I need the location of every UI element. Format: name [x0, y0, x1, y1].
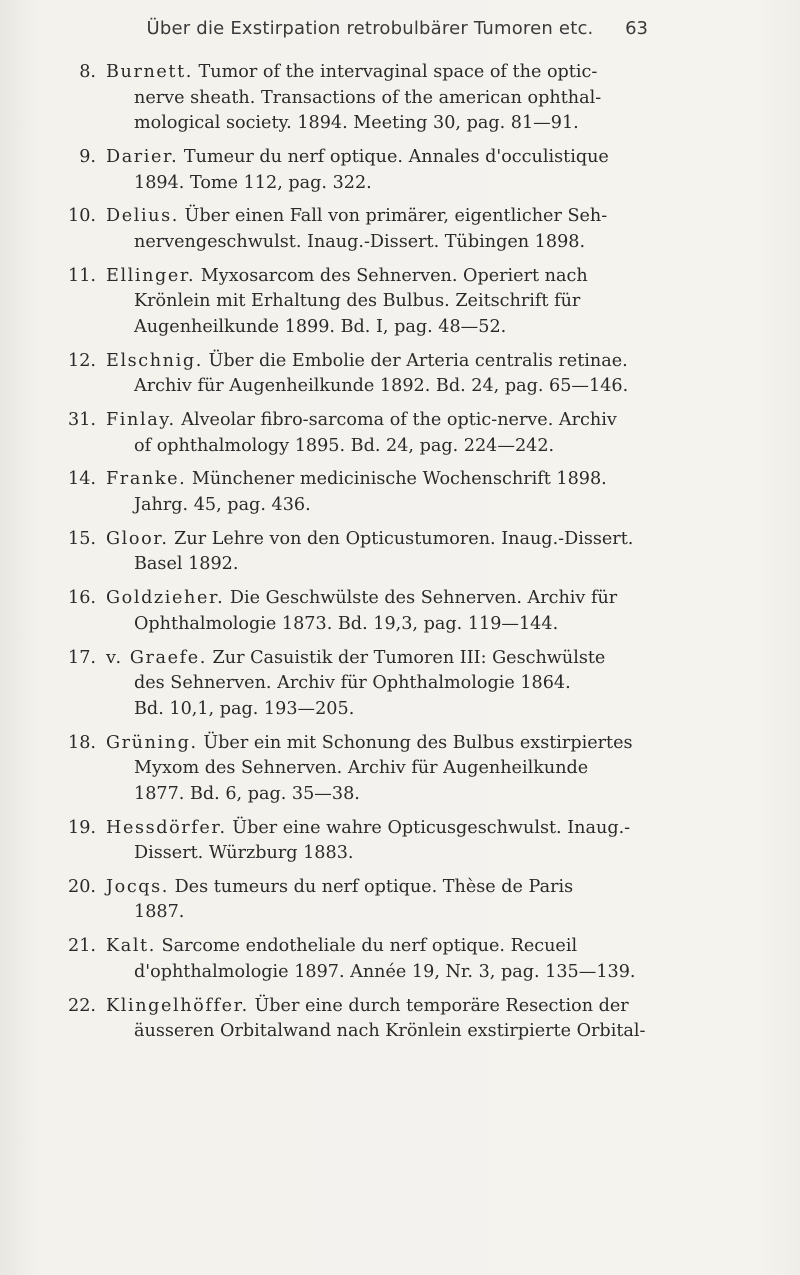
reference-text-line: 1877. Bd. 6, pag. 35—38.	[134, 783, 360, 804]
reference-author: Franke.	[106, 469, 187, 490]
reference-text-line: 1887.	[134, 902, 185, 923]
reference-author: Burnett.	[106, 62, 193, 82]
reference-list	[0, 60, 800, 1053]
reference-text-line: d'ophthalmologie 1897. Année 19, Nr. 3, pag. 135—139.	[134, 961, 636, 982]
reference-text-line: Des tumeurs du nerf optique. Thèse de Paris	[174, 876, 574, 897]
reference-item	[0, 408, 666, 459]
reference-number: 22.	[68, 995, 96, 1016]
reference-number: 19.	[68, 817, 96, 838]
reference-item	[0, 731, 666, 808]
reference-text-line: Myxom des Sehnerven. Archiv für Augenheilkunde	[134, 758, 589, 779]
reference-item	[0, 646, 666, 723]
reference-text-line: Über ein mit Schonung des Bulbus exstirpiertes	[203, 732, 633, 753]
reference-item	[0, 264, 666, 341]
reference-text-line: of ophthalmology 1895. Bd. 24, pag. 224—242.	[134, 435, 555, 456]
reference-item	[0, 60, 666, 137]
reference-text-line: Über eine wahre Opticusgeschwulst. Inaug.-	[232, 817, 631, 838]
reference-text-line: Alveolar fibro-sarcoma of the optic-nerve. Archiv	[181, 410, 617, 431]
reference-number: 21.	[68, 936, 96, 957]
reference-text-line: Basel 1892.	[134, 554, 239, 575]
reference-author: Delius.	[106, 206, 179, 227]
page-number: 63	[625, 18, 648, 39]
reference-number: 8.	[79, 62, 96, 82]
reference-item	[0, 816, 666, 867]
reference-text-line: Sarcome endotheliale du nerf optique. Recueil	[161, 936, 578, 957]
reference-number: 16.	[68, 588, 96, 609]
reference-author: Grüning.	[106, 732, 198, 753]
reference-text-line: Augenheilkunde 1899. Bd. I, pag. 48—52.	[134, 316, 507, 337]
reference-item	[0, 586, 666, 637]
reference-text-line: mological society. 1894. Meeting 30, pag. 81—91.	[134, 113, 579, 134]
reference-number: 20.	[68, 876, 96, 897]
reference-author: Darier.	[106, 146, 179, 167]
reference-item	[0, 875, 666, 926]
reference-text-line: Krönlein mit Erhaltung des Bulbus. Zeitschrift für	[134, 291, 581, 312]
reference-text-line: Jahrg. 45, pag. 436.	[134, 495, 311, 516]
reference-author: Ellinger.	[106, 265, 196, 286]
reference-text-line: Bd. 10,1, pag. 193—205.	[134, 698, 355, 719]
reference-author: v. Graefe.	[106, 647, 207, 668]
reference-number: 14.	[68, 469, 96, 490]
reference-text-line: Münchener medicinische Wochenschrift 1898.	[191, 469, 607, 490]
reference-author: Gloor.	[106, 528, 169, 549]
reference-text-line: Archiv für Augenheilkunde 1892. Bd. 24, pag. 65—146.	[134, 376, 629, 397]
reference-item	[0, 467, 666, 518]
reference-author: Kalt.	[106, 936, 156, 957]
reference-text-line: Über die Embolie der Arteria centralis retinae.	[208, 350, 628, 371]
reference-text-line: Ophthalmologie 1873. Bd. 19,3, pag. 119—144.	[134, 613, 559, 634]
reference-number: 9.	[79, 146, 96, 167]
reference-item	[0, 527, 666, 578]
reference-text-line: äusseren Orbitalwand nach Krönlein exstirpierte Orbital-	[134, 1021, 646, 1042]
reference-text-line: Zur Casuistik der Tumoren III: Geschwülste	[212, 647, 606, 668]
reference-text-line: Tumor of the intervaginal space of the optic-	[198, 62, 598, 82]
reference-text-line: 1894. Tome 112, pag. 322.	[134, 172, 372, 193]
reference-number: 11.	[68, 265, 96, 286]
reference-number: 10.	[68, 206, 96, 227]
reference-text-line: Myxosarcom des Sehnerven. Operiert nach	[200, 265, 588, 286]
reference-number: 12.	[68, 350, 96, 371]
reference-text-line: Tumeur du nerf optique. Annales d'occulistique	[183, 146, 609, 167]
reference-text-line: nervengeschwulst. Inaug.-Dissert. Tübingen 1898.	[134, 231, 586, 252]
reference-text-line: nerve sheath. Transactions of the american ophthal-	[134, 87, 602, 108]
reference-author: Jocqs.	[106, 876, 169, 897]
reference-text-line: Über eine durch temporäre Resection der	[254, 995, 629, 1016]
reference-text-line: Über einen Fall von primärer, eigentlicher Seh-	[184, 206, 608, 227]
page-header	[0, 18, 800, 48]
reference-item	[0, 145, 666, 196]
reference-number: 31.	[68, 410, 96, 431]
reference-number: 15.	[68, 528, 96, 549]
reference-text-line: Zur Lehre von den Opticustumoren. Inaug.-Dissert.	[174, 528, 634, 549]
running-title: Über die Exstirpation retrobulbärer Tumoren etc.	[146, 18, 594, 39]
reference-number: 17.	[68, 647, 96, 668]
reference-text-line: des Sehnerven. Archiv für Ophthalmologie 1864.	[134, 673, 571, 694]
reference-author: Elschnig.	[106, 350, 203, 371]
reference-item	[0, 994, 666, 1045]
reference-text-line: Dissert. Würzburg 1883.	[134, 843, 354, 864]
reference-text-line: Die Geschwülste des Sehnerven. Archiv für	[229, 588, 618, 609]
reference-author: Goldzieher.	[106, 588, 225, 609]
reference-number: 18.	[68, 732, 96, 753]
reference-author: Hessdörfer.	[106, 817, 227, 838]
reference-author: Klingelhöffer.	[106, 995, 249, 1016]
reference-item	[0, 204, 666, 255]
reference-item	[0, 349, 666, 400]
reference-author: Finlay.	[106, 410, 176, 431]
reference-item	[0, 934, 666, 985]
